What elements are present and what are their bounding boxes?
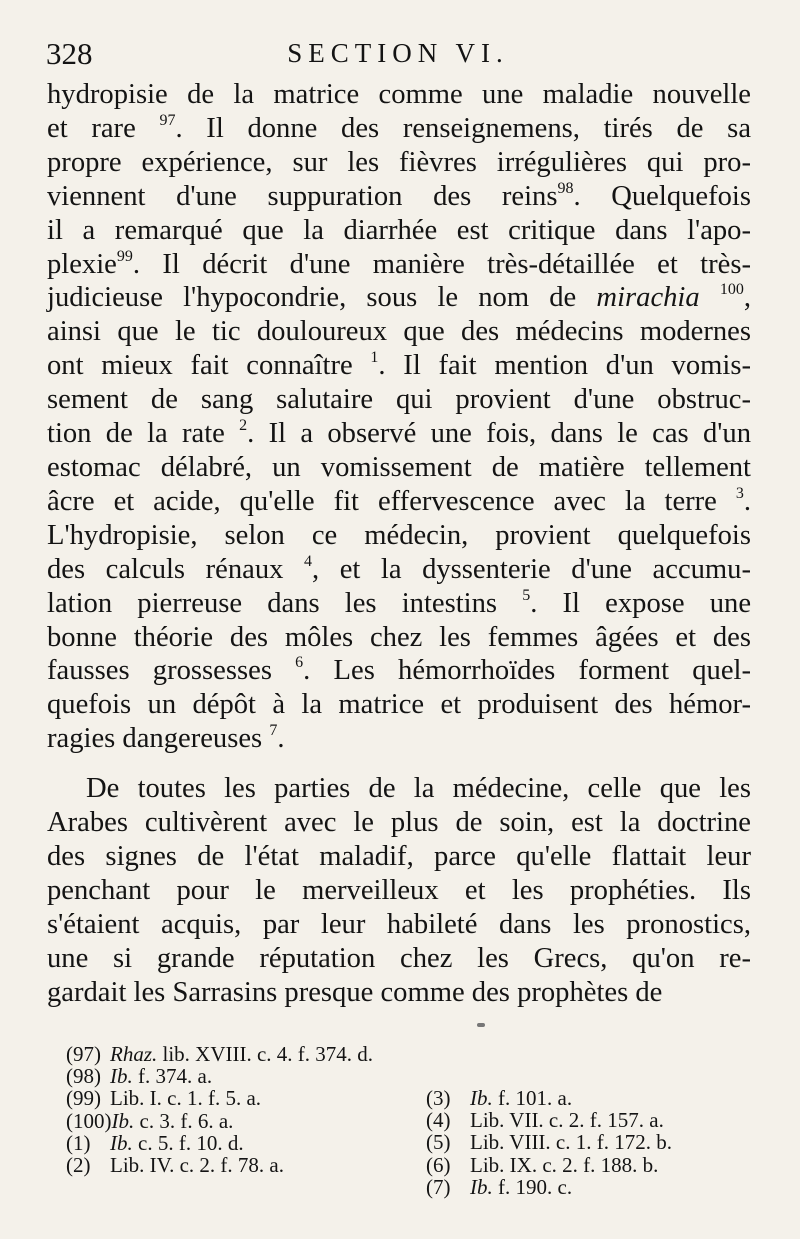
text-run: plexie	[47, 248, 117, 280]
text-run: ainsi que le tic douloureux que des médecins modernes	[47, 316, 751, 348]
footnote	[426, 1087, 672, 1109]
text-line	[47, 942, 751, 976]
text-run: Lib. IX. c. 2. f. 188. b.	[470, 1152, 659, 1177]
footnote-reference: 98	[557, 179, 574, 197]
text-run: . Il expose une	[530, 587, 752, 619]
text-run: c. 3. f. 6. a.	[134, 1108, 234, 1133]
text-line	[47, 315, 751, 349]
footnote	[426, 1154, 672, 1176]
running-head: SECTION VI.	[287, 38, 509, 68]
text-run: De toutes les parties de la médecine, celle que les	[86, 773, 751, 805]
footnote	[426, 1176, 672, 1198]
text-line	[47, 248, 751, 282]
footnote	[66, 1132, 373, 1154]
italic-text: Ib.	[110, 1130, 133, 1155]
footnote-reference: 99	[116, 247, 133, 265]
page-number: 328	[46, 36, 93, 71]
text-run: tion de la rate	[47, 418, 240, 450]
text-line	[47, 976, 751, 1010]
footnotes-right-column	[426, 1087, 672, 1198]
text-line	[47, 485, 751, 519]
footnote-number: (2)	[66, 1153, 91, 1178]
text-line	[47, 806, 751, 840]
footnote-reference: 4	[303, 552, 312, 570]
text-run: ragies dangereuses	[47, 723, 270, 755]
text-line	[47, 383, 751, 417]
text-line	[47, 874, 751, 908]
text-run: Lib. IV. c. 2. f. 78. a.	[110, 1153, 284, 1178]
footnote-reference: 3	[735, 484, 744, 502]
text-run: , et la dyssenterie d'une accumu-	[311, 553, 751, 585]
text-line	[47, 722, 751, 756]
text-run: sement de sang salutaire qui provient d'une obstruc-	[47, 384, 751, 416]
text-run: .	[743, 485, 751, 517]
footnote-reference: 1	[370, 349, 379, 367]
footnote	[426, 1131, 672, 1153]
text-line	[47, 621, 751, 655]
text-run: lation pierreuse dans les intestins	[47, 587, 523, 619]
text-run: L'hydropisie, selon ce médecin, provient quelquefois	[47, 519, 751, 551]
footnote-reference: 100	[719, 281, 744, 299]
italic-text: mirachia	[596, 282, 700, 314]
italic-text: Ib.	[470, 1086, 493, 1110]
footnote	[426, 1109, 672, 1131]
text-run: propre expérience, sur les fièvres irrégulières qui pro-	[47, 146, 751, 178]
text-run: . Il décrit d'une manière très-détaillée et très-	[132, 248, 751, 280]
footnote-reference: 5	[522, 586, 531, 604]
text-run: . Les hémorrhoïdes forment quel-	[303, 655, 751, 687]
text-run: Lib. VIII. c. 1. f. 172. b.	[470, 1130, 672, 1155]
footnote-number: (6)	[426, 1152, 451, 1177]
footnote-number: (7)	[426, 1174, 451, 1199]
text-run: quefois un dépôt à la matrice et produisent des hémor-	[47, 689, 751, 721]
text-run: Lib. VII. c. 2. f. 157. a.	[470, 1108, 664, 1133]
text-run: penchant pour le merveilleux et les prophéties. Ils	[47, 874, 751, 906]
text-run: f. 374. a.	[132, 1064, 213, 1089]
text-line	[47, 519, 751, 553]
footnote-number: (4)	[426, 1108, 451, 1133]
text-run: une si grande réputation chez les Grecs, qu'on re-	[47, 942, 751, 974]
text-line	[47, 587, 751, 621]
text-line	[47, 214, 751, 248]
italic-text: Ib.	[470, 1174, 493, 1199]
text-run: ont mieux fait connaître	[47, 350, 371, 382]
footnote-number: (100)	[66, 1108, 112, 1133]
text-run: Arabes cultivèrent avec le plus de soin, est la doctrine	[47, 807, 751, 839]
italic-text: Ib.	[111, 1108, 135, 1133]
text-run: c. 5. f. 10. d.	[132, 1130, 244, 1155]
page-header	[46, 36, 750, 76]
main-text	[47, 78, 751, 1009]
footnote	[66, 1087, 373, 1109]
text-run: estomac délabré, un vomissement de matière tellement	[47, 451, 751, 483]
text-line	[47, 553, 751, 587]
text-run: judicieuse l'hypocondrie, sous le nom de	[47, 282, 597, 314]
text-run: Lib. I. c. 1. f. 5. a.	[110, 1086, 262, 1111]
text-run: hydropisie de la matrice comme une maladie nouvelle	[47, 79, 751, 110]
footnote-reference: 97	[159, 111, 176, 129]
text-line	[47, 688, 751, 722]
footnote-reference: 7	[269, 722, 278, 740]
text-run: f. 190. c.	[492, 1174, 573, 1199]
text-run: fausses grossesses	[47, 655, 296, 687]
footnote	[66, 1110, 373, 1132]
footnote-separator-mark	[477, 1023, 485, 1027]
footnote-number: (5)	[426, 1130, 451, 1155]
text-line	[47, 112, 751, 146]
text-line	[47, 146, 751, 180]
text-line	[47, 908, 751, 942]
text-run: viennent d'une suppuration des reins	[47, 180, 558, 212]
footnote-reference: 2	[239, 417, 248, 435]
text-run: et rare	[47, 112, 160, 144]
text-line	[47, 417, 751, 451]
paragraph	[47, 78, 751, 756]
footnote	[66, 1154, 373, 1176]
footnote-number: (97)	[66, 1042, 101, 1066]
text-line	[47, 349, 751, 383]
text-line	[47, 180, 751, 214]
text-run: ,	[743, 282, 751, 314]
text-run: des calculs rénaux	[47, 553, 304, 585]
paragraph-gap	[47, 756, 751, 772]
text-run: f. 101. a.	[492, 1086, 573, 1110]
italic-text: Ib.	[110, 1064, 133, 1089]
text-run: . Il donne des renseignemens, tirés de sa	[175, 112, 752, 144]
text-run: lib. XVIII. c. 4. f. 374. d.	[157, 1042, 374, 1066]
footnote	[66, 1043, 373, 1065]
footnote-number: (3)	[426, 1086, 451, 1110]
text-run: des signes de l'état maladif, parce qu'elle flattait leur	[47, 840, 751, 872]
footnote	[66, 1065, 373, 1087]
footnotes-left-column	[66, 1043, 373, 1176]
text-run	[700, 282, 720, 313]
footnote-number: (98)	[66, 1064, 101, 1089]
text-line	[47, 281, 751, 315]
text-line	[47, 78, 751, 112]
text-run: .	[277, 723, 285, 755]
text-run: il a remarqué que la diarrhée est critique dans l'apo-	[47, 214, 751, 246]
text-line	[47, 654, 751, 688]
text-line	[47, 772, 751, 806]
text-line	[47, 840, 751, 874]
text-run: . Il a observé une fois, dans le cas d'un	[247, 418, 751, 450]
paragraph	[47, 772, 751, 1009]
text-run: âcre et acide, qu'elle fit effervescence avec la terre	[47, 485, 736, 517]
text-run: . Il fait mention d'un vomis-	[378, 350, 751, 382]
text-run: s'étaient acquis, par leur habileté dans les pronostics,	[47, 908, 751, 940]
text-run: . Quelquefois	[573, 180, 751, 212]
footnote-number: (1)	[66, 1130, 91, 1155]
footnote-number: (99)	[66, 1086, 101, 1111]
italic-text: Rhaz.	[110, 1042, 158, 1066]
footnote-reference: 6	[295, 654, 304, 672]
text-run: gardait les Sarrasins presque comme des prophètes de	[47, 976, 663, 1008]
text-run: bonne théorie des môles chez les femmes âgées et des	[47, 621, 751, 653]
text-line	[47, 451, 751, 485]
